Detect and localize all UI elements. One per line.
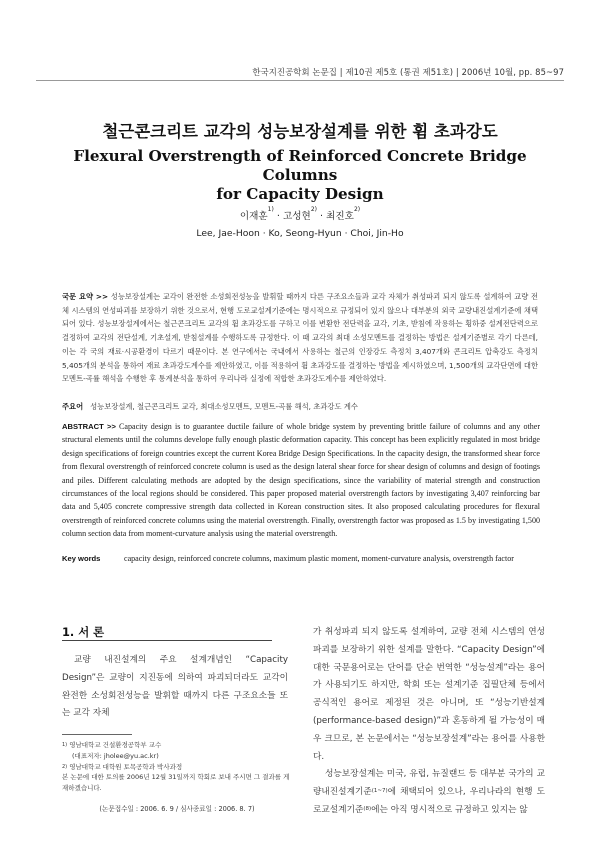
abstract-english-text: Capacity design is to guarantee ductile failure of whole bridge system by preventing brittle failure of columns and any other structural elements until the columns develope fully enough plastic deformation capacity. This concept has been explicitly regulated in most bridge design specifications of foreign countries except the current Korea Bridge Design Specifications. In the capacity design, the transformed shear force from flexural overstrength of reinforced concrete column is used as the design lateral shear force for shear design of columns and design of footings and piles. Different calculating methods are adopted by the design specifications, since the variability of material strength and construction circumstances of the local regions should be considered. This paper proposed material overstrength factors by investigating 3,407 reinforcing bar data and 5,405 concrete compressive strength data collected in Korean construction sites. It also proposed calculating procedures for flexural overstrength of reinforced concrete columns using the material overstrength. Finally, overstrength factor was proposed as 1.5 by investigating 1,500 column section data from moment-curvature analysis using the material overstrength.	[62, 422, 540, 539]
reference-mark: (8)	[363, 805, 372, 812]
section-heading-underline	[62, 640, 272, 641]
keywords-korean-label: 주요어	[62, 402, 84, 411]
body-text: 에 채택되어 있으나, 우리나라의 현행 도로교설계기준	[313, 787, 545, 815]
authors-korean	[0, 208, 600, 222]
footnote-discussion: 본 논문에 대한 토의를 2006년 12월 31일까지 학회로 보내 주시면 그 결과를 게재하겠습니다.	[62, 773, 290, 793]
body-paragraph	[313, 766, 545, 819]
abstract-korean	[62, 290, 538, 386]
reference-mark: (1~7)	[371, 788, 388, 795]
author-affiliation-mark: 1)	[267, 206, 274, 213]
title-english	[60, 147, 540, 204]
author-name: 최진호	[326, 211, 354, 222]
body-left-column: 교량 내진설계의 주요 설계개념인 “Capacity Design”은 교량이 지진동에 의하여 파괴되더라도 교각이 완전한 소성회전성능을 발휘할 때까지 다른 구조요소들 또는 교각 자체	[62, 655, 288, 719]
keywords-korean	[62, 402, 538, 412]
footnote-1	[62, 740, 292, 751]
abstract-korean-text: 성능보장설계는 교각이 완전한 소성회전성능을 발휘할 때까지 다른 구조요소들과 교각 자체가 취성파괴 되지 않도록 설계하여 교량 전체 시스템의 연성파괴를 보장하기 위한 것으로서, 현행 도로교설계기준에는 명시적으로 규정되어 있지 않으나 대부분의 외국 교량내진설계기준에 채택되어 있다. 성능보장설계에서는 철근콘크리트 교각의 휨 초과강도를 구하고 이를 변환한 전단력을 교각, 기초, 받침에 작용하는 횡하중 설계전단력으로 결정하여 교각의 전단설계, 기초설계, 받침설계를 수행하도록 규정한다. 이 때 교각의 최대 소성모멘트를 결정하는 방법은 설계기준별로 각기 다른데, 이는 각 국의 재료·시공환경이 다르기 때문이다. 본 연구에서는 국내에서 사용하는 철근의 인장강도 측정치 3,407개와 콘크리트 압축강도 측정치 5,405개의 분석을 통하여 재료 초과강도계수를 제안하였고, 이를 적용하여 휨 초과강도를 결정하는 방법을 제시하였으며, 1,500개의 교각단면에 대한 모멘트-곡률 해석을 수행한 후 통계분석을 통하여 우리나라 실정에 적합한 초과강도계수를 제안하였다.	[62, 292, 539, 384]
footnote-mark: 1)	[62, 742, 68, 748]
footnote-2	[62, 762, 292, 773]
body-paragraph: 가 취성파괴 되지 않도록 설계하여, 교량 전체 시스템의 연성파괴를 보장하기 위한 설계를 말한다. “Capacity Design”에 대한 국문용어로는 단어를 단순 번역한 “성능설계”라는 용어가 사용되기도 하지만, 학회 또는 설계기준 집필단체 등에서 공식적인 용어로 제정된 것은 아니며, 또 “성능기반설계(performance-based design)”과 혼동하게 될 가능성이 매우 크므로, 본 논문에서는 “성능보장설계”라는 용어를 사용한다.	[313, 627, 545, 762]
author-name: 이재훈	[239, 211, 268, 222]
title-english-line1: Flexural Overstrength of Reinforced Concrete Bridge Columns	[73, 147, 527, 184]
keywords-korean-text: 성능보장설계, 철근콘크리트 교각, 최대소성모멘트, 모멘트-곡률 해석, 초과강도 계수	[90, 402, 358, 411]
author-separator: ·	[273, 211, 283, 222]
body-text: 성능보장설계는 미국, 유럽, 뉴질랜드 등 대부분 국가의 교량내진설계기준	[313, 769, 545, 798]
title-korean: 철근콘크리트 교각의 성능보장설계를 위한 휨 초과강도	[102, 122, 498, 141]
abstract-korean-label: 국문 요약 >>	[62, 292, 109, 301]
author-separator: ·	[316, 211, 327, 222]
author-name: 고성현	[283, 211, 311, 222]
running-header: 한국지진공학회 논문집 | 제10권 제5호 (통권 제51호) | 2006년 10월, pp. 85~97	[252, 67, 564, 77]
submission-dates: (논문접수일 : 2006. 6. 9 / 심사종료일 : 2006. 8. 7)	[99, 805, 255, 813]
footnote-text: 영남대학교 건설환경공학부 교수	[69, 741, 162, 749]
footnote-divider	[62, 734, 132, 735]
abstract-english-label: ABSTRACT >>	[62, 422, 116, 431]
body-right-column	[313, 624, 545, 820]
author-affiliation-mark: 2)	[353, 206, 361, 213]
title-english-line2: for Capacity Design	[216, 185, 384, 203]
footnote-text: 영남대학교 대학원 토목공학과 박사과정	[69, 762, 183, 771]
keywords-english-label: Key words	[62, 554, 101, 563]
keywords-english-text: capacity design, reinforced concrete columns, maximum plastic moment, moment-curvature analysis, overstrength factor	[124, 554, 514, 563]
abstract-english	[62, 420, 540, 541]
author-affiliation-mark: 2)	[310, 206, 317, 213]
body-text: 에는 아직 명시적으로 규정하고 있지는 않	[371, 804, 528, 815]
header-divider	[36, 80, 564, 81]
authors-english: Lee, Jae-Hoon · Ko, Seong-Hyun · Choi, Jin-Ho	[196, 228, 404, 239]
footnote-mark: 2)	[62, 763, 68, 770]
footnotes	[62, 740, 292, 794]
footnote-contact: (대표저자: jholee@yu.ac.kr)	[72, 751, 159, 760]
section-heading-introduction: 1. 서 론	[62, 625, 105, 639]
